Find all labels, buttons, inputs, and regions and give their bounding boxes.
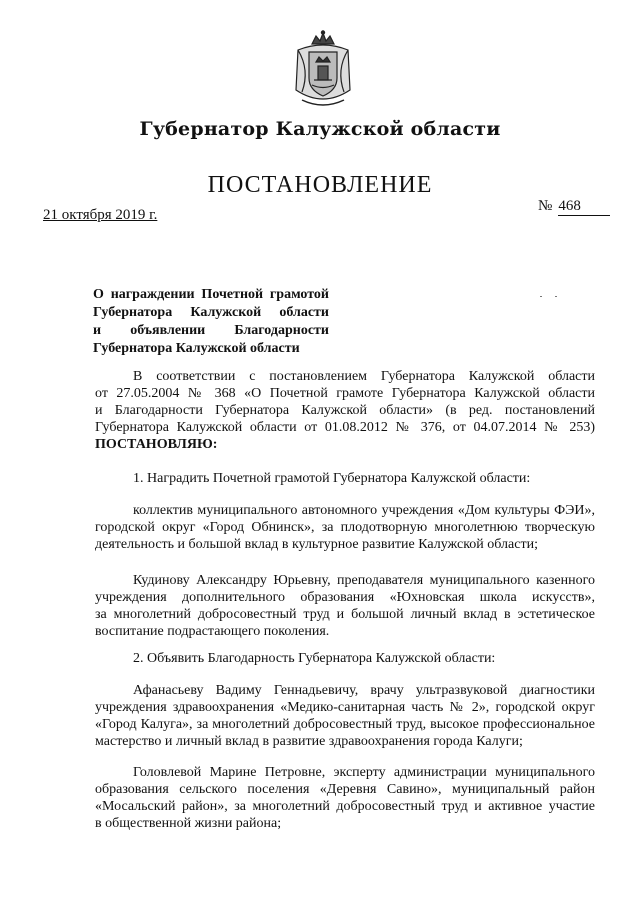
- subject-line: О награждении Почетной грамотой: [93, 287, 329, 302]
- entry-line: Кудинову Александру Юрьевну, преподавателя муниципального казенного: [133, 573, 595, 588]
- entry-line: деятельность и большой вклад в культурное развитие Калужской области;: [95, 537, 538, 552]
- subject-line: Губернатора Калужской области: [93, 341, 300, 356]
- entry-line: «Мосальский район», за многолетний добросовестный труд и активное участие: [95, 799, 595, 814]
- item1-heading: 1. Наградить Почетной грамотой Губернатора Калужской области:: [133, 471, 531, 486]
- subject-line: и объявлении Благодарности: [93, 323, 329, 338]
- entry-line: учреждения дополнительного образования «Юхновская школа искусств»,: [95, 590, 595, 605]
- entry-line: «Город Калуга», за многолетний добросовестный труд, высокое профессиональное: [95, 717, 595, 732]
- gratitude-entry: [95, 682, 595, 750]
- number-sign: №: [538, 198, 553, 214]
- preamble-line: В соответствии с постановлением Губернатора Калужской области: [133, 369, 595, 384]
- document-number: [538, 198, 610, 216]
- entry-line: Афанасьеву Вадиму Геннадьевичу, врачу ультразвуковой диагностики: [133, 683, 595, 698]
- preamble-line: от 27.05.2004 № 368 «О Почетной грамоте Губернатора Калужской области: [95, 386, 595, 401]
- entry-line: Головлевой Марине Петровне, эксперту администрации муниципального: [133, 765, 595, 780]
- number-value: 468: [558, 198, 610, 216]
- award-entry: [95, 572, 595, 640]
- item2-heading-paragraph: [95, 650, 595, 667]
- document-type: ПОСТАНОВЛЕНИЕ: [207, 172, 433, 198]
- entry-line: мастерство и личный вклад в развитие здравоохранения города Калуги;: [95, 734, 523, 749]
- entry-line: образования сельского поселения «Деревня Савино», муниципальный район: [95, 782, 595, 797]
- scan-speck: [540, 296, 542, 297]
- resolve-word: ПОСТАНОВЛЯЮ:: [95, 437, 218, 452]
- entry-line: в общественной жизни района;: [95, 816, 282, 831]
- document-subject: [93, 286, 329, 358]
- entry-line: городской округ «Город Обнинск», за плодотворную многолетнюю творческую: [95, 520, 595, 535]
- preamble-line: Губернатора Калужской области от 01.08.2012 № 376, от 04.07.2014 № 253): [95, 420, 595, 435]
- coat-of-arms-emblem: [292, 30, 354, 110]
- document-date: 21 октября 2019 г.: [43, 207, 158, 223]
- preamble-line: и Благодарности Губернатора Калужской области» (в ред. постановлений: [95, 403, 595, 418]
- item1-heading-paragraph: [95, 470, 595, 487]
- subject-line: Губернатора Калужской области: [93, 305, 329, 320]
- preamble-paragraph: [95, 368, 595, 453]
- gratitude-entry: [95, 764, 595, 832]
- entry-line: за многолетний добросовестный труд и большой личный вклад в эстетическое: [95, 607, 595, 622]
- award-entry: [95, 502, 595, 553]
- item2-heading: 2. Объявить Благодарность Губернатора Калужской области:: [133, 651, 496, 666]
- entry-line: учреждения здравоохранения «Медико-санитарная часть № 2», городской округ: [95, 700, 595, 715]
- entry-line: воспитание подрастающего поколения.: [95, 624, 330, 639]
- scan-speck: [555, 296, 557, 297]
- entry-line: коллектив муниципального автономного учреждения «Дом культуры ФЭИ»,: [133, 503, 595, 518]
- governor-title: Губернатор Калужской области: [139, 118, 501, 140]
